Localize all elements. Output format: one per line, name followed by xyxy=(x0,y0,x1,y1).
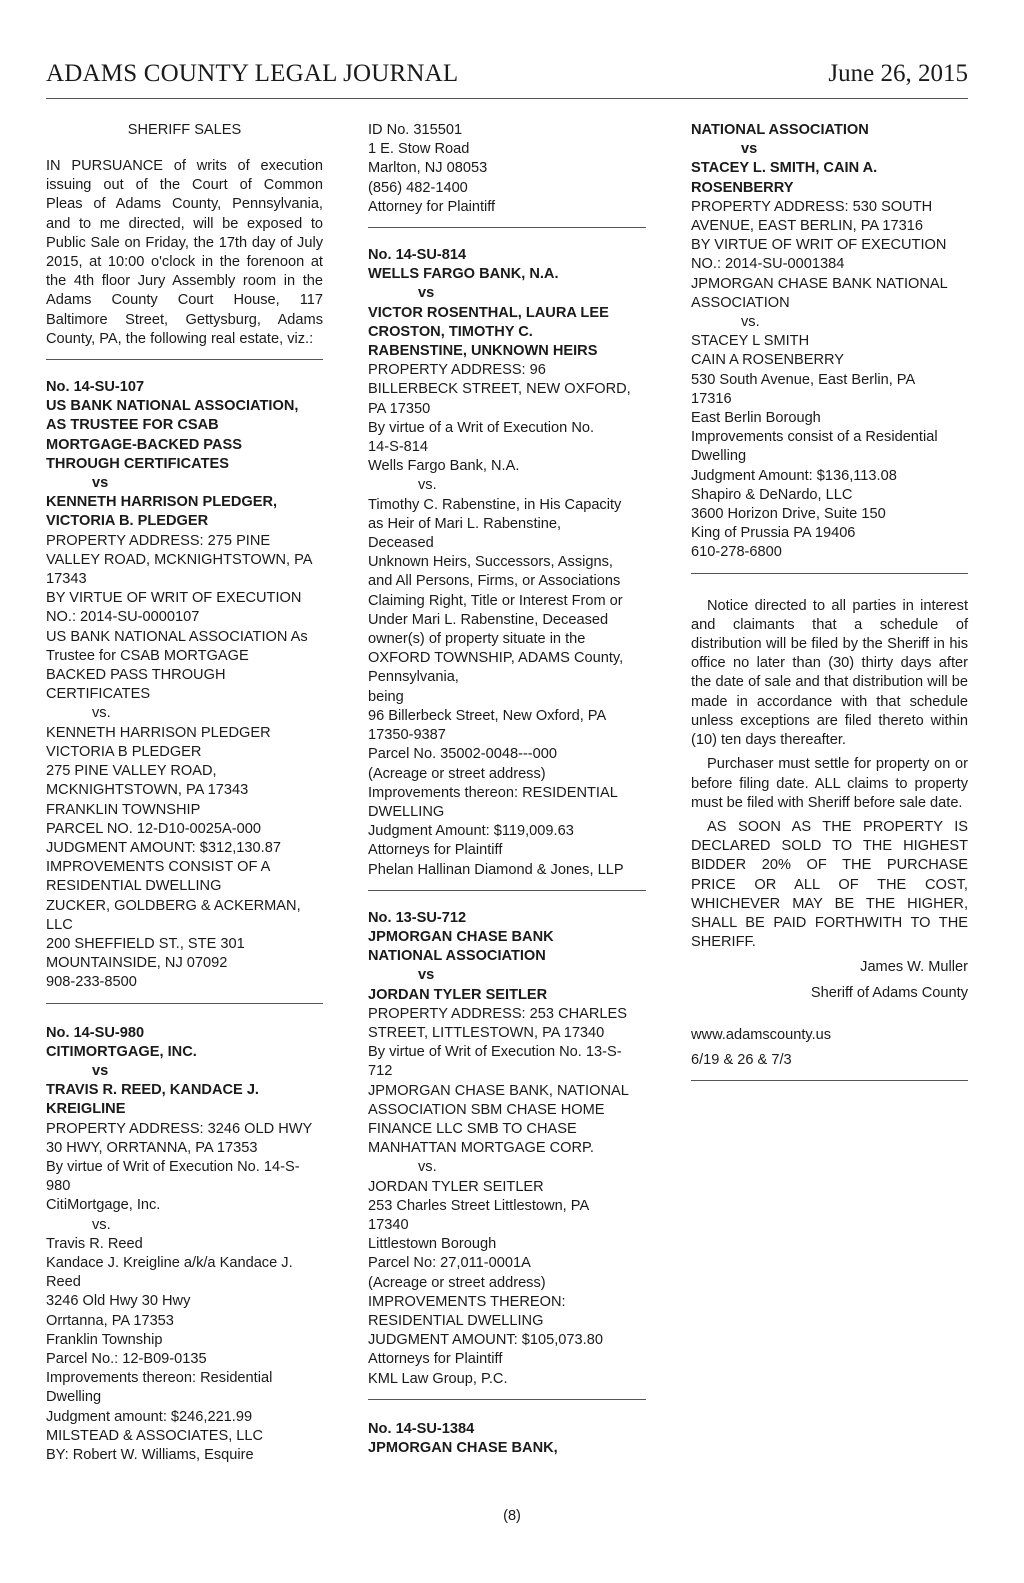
case-detail: owner(s) of property situate in the xyxy=(368,631,586,648)
intro-line: Public Sale on Friday, the 17th day of July xyxy=(46,234,323,251)
case-14-su-1384-continued xyxy=(691,121,968,563)
versus: vs. xyxy=(741,314,760,331)
case-detail: 14-S-814 xyxy=(368,439,429,456)
case-detail: MOUNTAINSIDE, NJ 07092 xyxy=(46,955,228,972)
publication-dates: 6/19 & 26 & 7/3 xyxy=(691,1051,792,1068)
case-detail: Marlton, NJ 08053 xyxy=(368,160,488,177)
case-detail: 980 xyxy=(46,1178,71,1195)
case-detail: CitiMortgage, Inc. xyxy=(46,1197,161,1214)
case-detail: By virtue of Writ of Execution No. 13-S- xyxy=(368,1044,622,1061)
versus: vs. xyxy=(418,477,437,494)
case-detail: By virtue of a Writ of Execution No. xyxy=(368,419,595,436)
case-detail: BY VIRTUE OF WRIT OF EXECUTION xyxy=(46,590,302,607)
case-detail: Unknown Heirs, Successors, Assigns, xyxy=(368,554,613,571)
case-detail: PARCEL NO. 12-D10-0025A-000 xyxy=(46,820,261,837)
defendant: CROSTON, TIMOTHY C. xyxy=(368,323,533,340)
plaintiff: JPMORGAN CHASE BANK, xyxy=(368,1440,558,1456)
issue-date: June 26, 2015 xyxy=(828,60,968,87)
case-detail: (856) 482-1400 xyxy=(368,179,468,196)
notice-section xyxy=(691,597,968,1070)
versus: vs xyxy=(418,285,435,302)
intro-line: and to me directed, will be exposed to xyxy=(46,215,323,232)
case-detail: 275 PINE VALLEY ROAD, xyxy=(46,763,217,780)
case-detail: BY: Robert W. Williams, Esquire xyxy=(46,1447,254,1463)
case-detail: Parcel No: 27,011-0001A xyxy=(368,1255,531,1272)
case-detail: Travis R. Reed xyxy=(46,1235,143,1252)
case-detail: PROPERTY ADDRESS: 253 CHARLES xyxy=(368,1005,628,1022)
case-detail: Judgment amount: $246,221.99 xyxy=(46,1408,253,1425)
versus: vs xyxy=(418,967,435,984)
case-number: No. 14-SU-107 xyxy=(46,379,145,396)
case-detail: Kandace J. Kreigline a/k/a Kandace J. xyxy=(46,1254,293,1271)
case-detail: ASSOCIATION SBM CHASE HOME xyxy=(368,1101,605,1118)
defendant: TRAVIS R. REED, KANDACE J. xyxy=(46,1082,259,1099)
case-detail: MANHATTAN MORTGAGE CORP. xyxy=(368,1140,594,1157)
intro-section xyxy=(46,121,323,349)
case-detail: AVENUE, EAST BERLIN, PA 17316 xyxy=(691,218,923,235)
case-detail: as Heir of Mari L. Rabenstine, xyxy=(368,515,562,532)
case-detail: STREET, LITTLESTOWN, PA 17340 xyxy=(368,1024,605,1041)
case-detail: CAIN A ROSENBERRY xyxy=(691,352,845,369)
case-number: No. 13-SU-712 xyxy=(368,909,467,926)
case-detail: Claiming Right, Title or Interest From or xyxy=(368,592,623,609)
intro-line: Baltimore Street, Gettysburg, Adams xyxy=(46,311,323,328)
versus: vs. xyxy=(92,1216,111,1233)
plaintiff: CITIMORTGAGE, INC. xyxy=(46,1043,197,1060)
case-detail: 1 E. Stow Road xyxy=(368,141,470,158)
case-detail: Attorney for Plaintiff xyxy=(368,198,496,215)
case-detail: RESIDENTIAL DWELLING xyxy=(46,878,222,895)
section-heading: SHERIFF SALES xyxy=(127,122,242,138)
case-detail: Improvements consist of a Residential xyxy=(691,429,938,446)
case-detail: BILLERBECK STREET, NEW OXFORD, xyxy=(368,381,631,398)
intro-line: Adams County Court House, 117 xyxy=(46,292,323,309)
plaintiff: NATIONAL ASSOCIATION xyxy=(368,948,546,965)
case-detail: PROPERTY ADDRESS: 96 xyxy=(368,362,546,379)
intro-line: County, PA, the following real estate, viz.: xyxy=(46,330,314,347)
case-detail: NO.: 2014-SU-0000107 xyxy=(46,609,200,626)
case-detail: 530 South Avenue, East Berlin, PA xyxy=(691,371,916,388)
case-detail: and All Persons, Firms, or Associations xyxy=(368,573,621,590)
case-detail: East Berlin Borough xyxy=(691,410,821,427)
plaintiff: THROUGH CERTIFICATES xyxy=(46,455,229,472)
column-1 xyxy=(46,121,323,1465)
case-detail: 610-278-6800 xyxy=(691,544,782,561)
intro-line: 2015, at 10:00 o'clock in the forenoon at xyxy=(46,254,323,271)
case-detail: US BANK NATIONAL ASSOCIATION As xyxy=(46,628,308,645)
case-detail: Improvements thereon: Residential xyxy=(46,1370,273,1387)
defendant: ROSENBERRY xyxy=(691,179,794,196)
versus: vs. xyxy=(418,1159,437,1176)
case-detail: being xyxy=(368,688,404,705)
case-detail: JORDAN TYLER SEITLER xyxy=(368,1178,544,1195)
case-number: No. 14-SU-980 xyxy=(46,1024,145,1041)
versus: vs. xyxy=(92,705,111,722)
case-detail: PROPERTY ADDRESS: 3246 OLD HWY xyxy=(46,1120,313,1137)
case-detail: ZUCKER, GOLDBERG & ACKERMAN, xyxy=(46,897,301,914)
plaintiff: WELLS FARGO BANK, N.A. xyxy=(368,266,559,283)
case-detail: Wells Fargo Bank, N.A. xyxy=(368,458,520,475)
intro-line: the 4th floor Jury Assembly room in the xyxy=(46,273,323,290)
case-detail: Timothy C. Rabenstine, in His Capacity xyxy=(368,496,622,513)
case-detail: Deceased xyxy=(368,535,434,552)
defendant: KREIGLINE xyxy=(46,1101,126,1118)
case-detail: JUDGMENT AMOUNT: $105,073.80 xyxy=(368,1332,603,1349)
column-2 xyxy=(368,121,646,1458)
case-detail: Attorneys for Plaintiff xyxy=(368,1351,503,1368)
case-detail: Pennsylvania, xyxy=(368,669,459,686)
case-detail: BACKED PASS THROUGH xyxy=(46,667,226,684)
case-detail: LLC xyxy=(46,916,73,933)
case-detail: DWELLING xyxy=(368,803,445,820)
defendant: VICTOR ROSENTHAL, LAURA LEE xyxy=(368,304,609,321)
case-detail: MCKNIGHTSTOWN, PA 17343 xyxy=(46,782,249,799)
intro-line: Pleas of Adams County, Pennsylvania, xyxy=(46,196,323,213)
case-detail: MILSTEAD & ASSOCIATES, LLC xyxy=(46,1427,264,1444)
intro-line: issuing out of the Court of Common xyxy=(46,177,323,194)
website-link: www.adamscounty.us xyxy=(691,1026,832,1043)
plaintiff: US BANK NATIONAL ASSOCIATION, xyxy=(46,398,299,415)
case-detail: 17350-9387 xyxy=(368,727,446,744)
case-detail: JPMORGAN CHASE BANK, NATIONAL xyxy=(368,1082,629,1099)
case-detail: VALLEY ROAD, MCKNIGHTSTOWN, PA xyxy=(46,551,313,568)
case-detail: Under Mari L. Rabenstine, Deceased xyxy=(368,611,609,628)
defendant: RABENSTINE, UNKNOWN HEIRS xyxy=(368,343,598,360)
divider xyxy=(691,1080,968,1081)
case-detail: PA 17350 xyxy=(368,400,431,417)
case-detail: 3246 Old Hwy 30 Hwy xyxy=(46,1293,191,1310)
case-number: No. 14-SU-1384 xyxy=(368,1420,475,1437)
case-detail: Franklin Township xyxy=(46,1331,163,1348)
case-detail: Dwelling xyxy=(691,448,747,465)
case-detail: PROPERTY ADDRESS: 275 PINE xyxy=(46,532,271,549)
journal-header xyxy=(46,58,968,99)
case-detail: JUDGMENT AMOUNT: $312,130.87 xyxy=(46,839,281,856)
case-detail: OXFORD TOWNSHIP, ADAMS County, xyxy=(368,650,624,667)
case-detail: 96 Billerbeck Street, New Oxford, PA xyxy=(368,707,607,724)
case-detail: Phelan Hallinan Diamond & Jones, LLP xyxy=(368,861,624,878)
case-detail: KENNETH HARRISON PLEDGER xyxy=(46,724,271,741)
case-detail: 17343 xyxy=(46,571,87,588)
case-detail: Littlestown Borough xyxy=(368,1236,497,1253)
case-detail: 30 HWY, ORRTANNA, PA 17353 xyxy=(46,1139,258,1156)
case-detail: 253 Charles Street Littlestown, PA xyxy=(368,1197,590,1214)
defendant: VICTORIA B. PLEDGER xyxy=(46,513,209,530)
case-detail: 908-233-8500 xyxy=(46,974,137,991)
case-detail: Reed xyxy=(46,1274,81,1291)
case-detail: Judgment Amount: $136,113.08 xyxy=(691,467,897,484)
case-13-su-712 xyxy=(368,909,646,1389)
versus: vs xyxy=(741,141,758,158)
case-detail: ASSOCIATION xyxy=(691,294,790,311)
case-number: No. 14-SU-814 xyxy=(368,247,467,264)
case-detail: CERTIFICATES xyxy=(46,686,151,703)
case-detail: IMPROVEMENTS CONSIST OF A xyxy=(46,859,271,876)
case-detail: ID No. 315501 xyxy=(368,122,463,138)
plaintiff: AS TRUSTEE FOR CSAB xyxy=(46,417,219,434)
case-detail: Trustee for CSAB MORTGAGE xyxy=(46,647,249,664)
case-detail: By virtue of Writ of Execution No. 14-S- xyxy=(46,1158,300,1175)
case-detail: Dwelling xyxy=(46,1389,102,1406)
case-detail: IMPROVEMENTS THEREON: xyxy=(368,1293,566,1310)
case-detail: 3600 Horizon Drive, Suite 150 xyxy=(691,506,886,523)
case-detail: (Acreage or street address) xyxy=(368,765,546,782)
case-detail: Parcel No. 35002-0048---000 xyxy=(368,746,558,763)
versus: vs xyxy=(92,1062,109,1079)
case-detail: Orrtanna, PA 17353 xyxy=(46,1312,174,1329)
page-number: (8) xyxy=(503,1508,521,1524)
case-detail: FRANKLIN TOWNSHIP xyxy=(46,801,201,818)
notice-purchaser: Purchaser must settle for property on or before filing date. ALL claims to property must be filed with Sheriff before sale date. xyxy=(691,756,968,811)
case-detail: STACEY L SMITH xyxy=(691,333,810,350)
case-detail: 712 xyxy=(368,1063,393,1080)
case-detail: King of Prussia PA 19406 xyxy=(691,525,856,542)
case-detail: NO.: 2014-SU-0001384 xyxy=(691,256,845,273)
case-detail: Judgment Amount: $119,009.63 xyxy=(368,823,574,840)
case-detail: 200 SHEFFIELD ST., STE 301 xyxy=(46,935,245,952)
case-detail: Parcel No.: 12-B09-0135 xyxy=(46,1350,207,1367)
case-detail: 17316 xyxy=(691,390,732,407)
intro-line: IN PURSUANCE of writs of execution xyxy=(46,158,323,174)
case-detail: Improvements thereon: RESIDENTIAL xyxy=(368,784,618,801)
defendant: KENNETH HARRISON PLEDGER, xyxy=(46,494,278,511)
case-detail: PROPERTY ADDRESS: 530 SOUTH xyxy=(691,198,933,215)
journal-title: ADAMS COUNTY LEGAL JOURNAL xyxy=(46,60,459,87)
plaintiff: JPMORGAN CHASE BANK xyxy=(368,928,554,945)
plaintiff: NATIONAL ASSOCIATION xyxy=(691,122,869,138)
case-detail: JPMORGAN CHASE BANK NATIONAL xyxy=(691,275,948,292)
defendant: STACEY L. SMITH, CAIN A. xyxy=(691,160,878,177)
column-3 xyxy=(691,121,968,1081)
case-detail: 17340 xyxy=(368,1216,409,1233)
case-detail: Shapiro & DeNardo, LLC xyxy=(691,486,853,503)
notice-payment: AS SOON AS THE PROPERTY IS DECLARED SOLD TO THE HIGHEST BIDDER 20% OF THE PURCHASE PRICE OR ALL OF THE COST, WHICHEVER MAY BE THE HIGHER, SHALL BE PAID FORTHWITH TO THE SHERIFF. xyxy=(691,818,968,951)
case-detail: KML Law Group, P.C. xyxy=(368,1370,508,1387)
versus: vs xyxy=(92,475,109,492)
case-14-su-980-continued xyxy=(368,121,646,217)
case-detail: BY VIRTUE OF WRIT OF EXECUTION xyxy=(691,237,947,254)
notice-distribution: Notice directed to all parties in interest and claimants that a schedule of distribution will be filed by the Sheriff in his office no later than (30) thirty days after the date of sale and that distribution will be made in accordance with that schedule unless exceptions are filed thereto within (10) ten days thereafter. xyxy=(691,597,968,749)
case-14-su-107 xyxy=(46,378,323,993)
plaintiff: MORTGAGE-BACKED PASS xyxy=(46,436,242,453)
case-detail: RESIDENTIAL DWELLING xyxy=(368,1312,544,1329)
signer-title: Sheriff of Adams County xyxy=(810,984,968,1001)
case-detail: Attorneys for Plaintiff xyxy=(368,842,503,859)
case-14-su-1384 xyxy=(368,1420,646,1458)
case-14-su-980 xyxy=(46,1024,323,1466)
defendant: JORDAN TYLER SEITLER xyxy=(368,986,548,1003)
case-detail: FINANCE LLC SMB TO CHASE xyxy=(368,1120,577,1137)
signer-name: James W. Muller xyxy=(860,959,968,976)
case-detail: (Acreage or street address) xyxy=(368,1274,546,1291)
case-detail: VICTORIA B PLEDGER xyxy=(46,743,202,760)
case-14-su-814 xyxy=(368,246,646,880)
